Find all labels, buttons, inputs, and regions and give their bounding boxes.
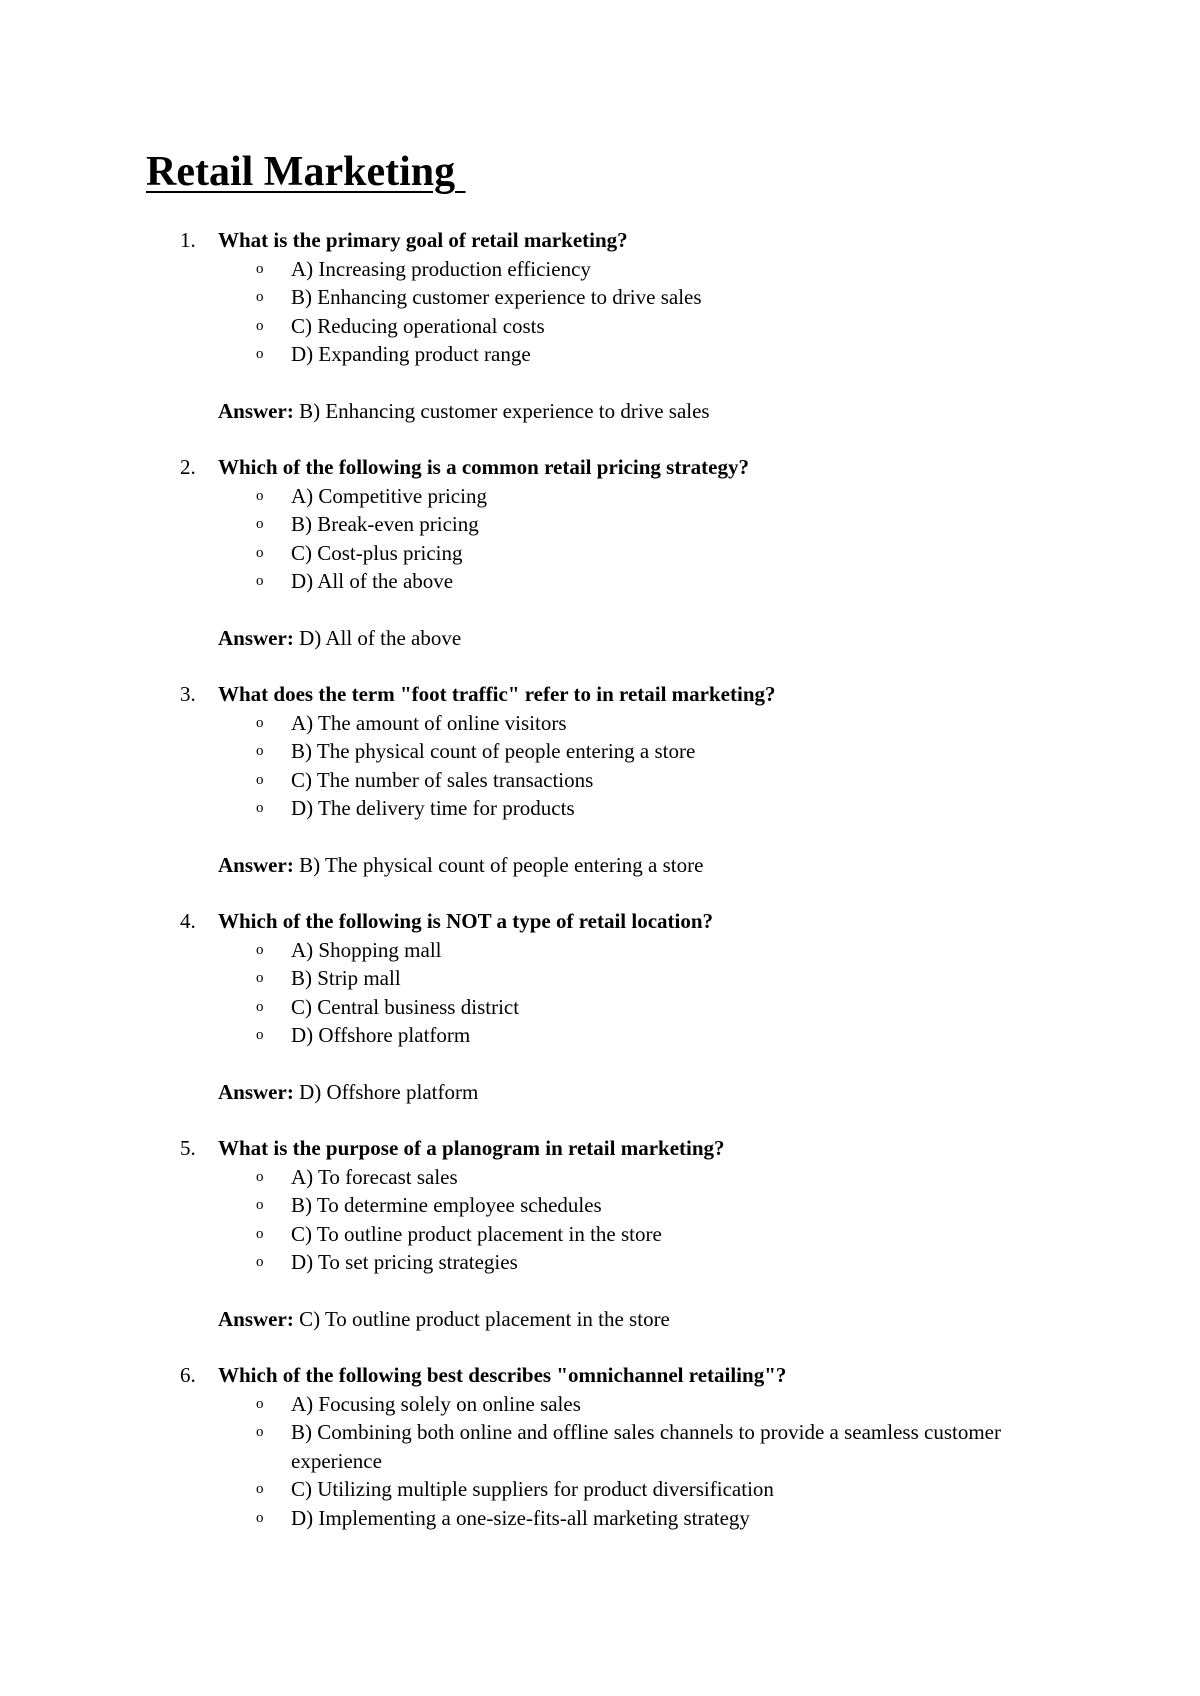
circle-bullet-icon: o <box>256 317 264 334</box>
circle-bullet-icon: o <box>256 289 264 305</box>
option-item <box>0 1220 1200 1249</box>
option-item <box>0 1191 1200 1220</box>
question-text: What is the primary goal of retail marketing? <box>218 228 628 252</box>
circle-bullet-icon: o <box>256 998 264 1015</box>
option-text: A) Focusing solely on online sales <box>291 1391 581 1416</box>
question-text: Which of the following is a common retail pricing strategy? <box>218 455 749 479</box>
question-text: What is the purpose of a planogram in retail marketing? <box>218 1136 725 1160</box>
answer-line <box>0 624 1200 653</box>
answer-text: D) Offshore platform <box>299 1079 479 1104</box>
option-list <box>0 1390 1200 1533</box>
option-text: B) The physical count of people entering a store <box>291 739 696 763</box>
circle-bullet-icon: o <box>256 714 264 731</box>
option-text: D) To set pricing strategies <box>291 1250 518 1274</box>
option-text: C) Reducing operational costs <box>291 313 545 338</box>
option-text: C) The number of sales transactions <box>291 767 594 792</box>
question-item <box>0 226 1200 425</box>
circle-bullet-icon: o <box>256 941 264 958</box>
circle-bullet-icon: o <box>256 743 264 759</box>
circle-bullet-icon: o <box>256 1509 264 1526</box>
option-text: C) Utilizing multiple suppliers for product diversification <box>291 1477 774 1501</box>
option-item <box>0 510 1200 539</box>
option-item <box>0 312 1200 341</box>
option-item <box>0 936 1200 965</box>
answer-line <box>0 397 1200 426</box>
question-text: What does the term "foot traffic" refer to in retail marketing? <box>218 682 776 706</box>
option-list <box>0 1163 1200 1277</box>
question-line <box>0 680 1200 709</box>
circle-bullet-icon: o <box>256 1254 264 1270</box>
circle-bullet-icon: o <box>256 1168 264 1185</box>
question-number: 6. <box>180 1363 196 1387</box>
option-text: B) To determine employee schedules <box>291 1193 602 1217</box>
question-line <box>0 226 1200 255</box>
option-text: B) Combining both online and offline sales channels to provide a seamless customer experience <box>291 1420 1001 1473</box>
circle-bullet-icon: o <box>256 970 264 986</box>
option-list <box>0 936 1200 1050</box>
option-item <box>0 340 1200 369</box>
answer-label: Answer: <box>218 1079 294 1104</box>
option-item <box>0 283 1200 312</box>
question-text: Which of the following best describes "omnichannel retailing"? <box>218 1363 787 1387</box>
question-item <box>0 453 1200 652</box>
question-item <box>0 1361 1200 1532</box>
option-item <box>0 482 1200 511</box>
question-line <box>0 453 1200 482</box>
answer-text: D) All of the above <box>299 625 462 650</box>
option-item <box>0 567 1200 596</box>
option-text: C) Central business district <box>291 994 520 1019</box>
option-item <box>0 1163 1200 1192</box>
circle-bullet-icon: o <box>256 1225 264 1242</box>
option-item <box>0 1418 1200 1475</box>
option-list <box>0 709 1200 823</box>
option-text: C) Cost-plus pricing <box>291 540 463 565</box>
option-item <box>0 766 1200 795</box>
answer-text: B) Enhancing customer experience to drive sales <box>299 398 710 423</box>
option-text: A) Competitive pricing <box>291 483 487 508</box>
option-item <box>0 993 1200 1022</box>
circle-bullet-icon: o <box>256 800 264 816</box>
circle-bullet-icon: o <box>256 573 264 589</box>
option-item <box>0 255 1200 284</box>
circle-bullet-icon: o <box>256 516 264 532</box>
option-list <box>0 255 1200 369</box>
circle-bullet-icon: o <box>256 1424 264 1440</box>
option-item <box>0 1475 1200 1504</box>
option-text: A) To forecast sales <box>291 1164 458 1189</box>
answer-label: Answer: <box>218 852 294 877</box>
question-line <box>0 907 1200 936</box>
circle-bullet-icon: o <box>256 260 264 277</box>
answer-label: Answer: <box>218 1306 294 1331</box>
option-item <box>0 1021 1200 1050</box>
answer-text: C) To outline product placement in the store <box>299 1306 670 1331</box>
question-number: 2. <box>180 455 196 479</box>
option-item <box>0 539 1200 568</box>
circle-bullet-icon: o <box>256 1395 264 1412</box>
option-text: A) Shopping mall <box>291 937 442 962</box>
option-item <box>0 794 1200 823</box>
page-title: Retail Marketing <box>146 149 466 195</box>
question-item <box>0 1134 1200 1333</box>
answer-line <box>0 1305 1200 1334</box>
option-list <box>0 482 1200 596</box>
question-item <box>0 680 1200 879</box>
answer-label: Answer: <box>218 625 294 650</box>
option-item <box>0 1390 1200 1419</box>
option-text: D) Offshore platform <box>291 1023 471 1047</box>
option-item <box>0 964 1200 993</box>
question-item <box>0 907 1200 1106</box>
circle-bullet-icon: o <box>256 544 264 561</box>
option-text: D) Expanding product range <box>291 342 531 366</box>
option-text: D) The delivery time for products <box>291 796 575 820</box>
option-text: D) Implementing a one-size-fits-all marketing strategy <box>291 1505 750 1530</box>
circle-bullet-icon: o <box>256 487 264 504</box>
option-text: B) Enhancing customer experience to drive sales <box>291 285 702 309</box>
option-text: C) To outline product placement in the store <box>291 1221 662 1246</box>
answer-label: Answer: <box>218 398 294 423</box>
option-text: B) Strip mall <box>291 966 401 990</box>
option-text: B) Break-even pricing <box>291 512 479 536</box>
option-item <box>0 709 1200 738</box>
question-number: 3. <box>180 682 196 706</box>
circle-bullet-icon: o <box>256 1027 264 1043</box>
question-number: 1. <box>180 228 196 252</box>
question-list <box>0 226 1200 1560</box>
question-number: 4. <box>180 909 196 933</box>
question-number: 5. <box>180 1136 196 1160</box>
circle-bullet-icon: o <box>256 1197 264 1213</box>
question-text: Which of the following is NOT a type of retail location? <box>218 909 714 933</box>
answer-line <box>0 851 1200 880</box>
circle-bullet-icon: o <box>256 771 264 788</box>
question-line <box>0 1134 1200 1163</box>
answer-text: B) The physical count of people entering a store <box>299 852 704 877</box>
circle-bullet-icon: o <box>256 346 264 362</box>
option-text: A) Increasing production efficiency <box>291 256 591 281</box>
option-item <box>0 1248 1200 1277</box>
option-text: D) All of the above <box>291 569 454 593</box>
circle-bullet-icon: o <box>256 1481 264 1497</box>
option-text: A) The amount of online visitors <box>291 710 567 735</box>
option-item <box>0 737 1200 766</box>
option-item <box>0 1504 1200 1533</box>
question-line <box>0 1361 1200 1390</box>
answer-line <box>0 1078 1200 1107</box>
